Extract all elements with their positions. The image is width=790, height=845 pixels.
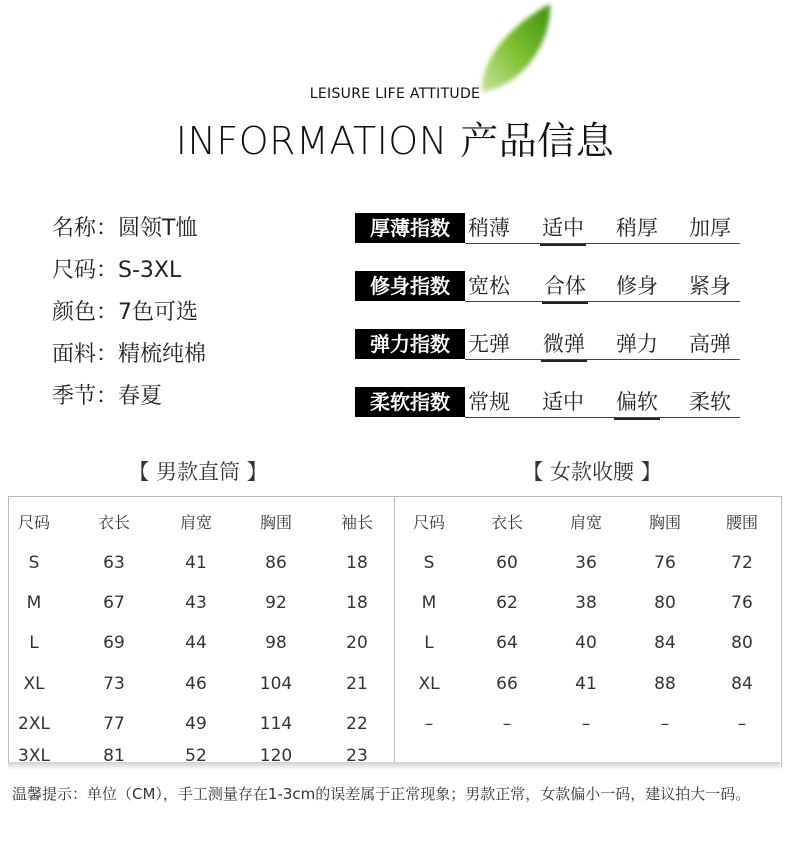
table-cell: S — [423, 553, 435, 573]
table-cell: 60 — [496, 553, 518, 573]
index-option-selected: 微弹 — [543, 329, 585, 359]
table-cell: 86 — [265, 553, 287, 573]
index-option: 高弹 — [689, 332, 731, 356]
table-cell: 84 — [654, 633, 676, 653]
column-header: 腰围 — [725, 513, 758, 532]
column-header: 胸围 — [259, 513, 292, 532]
softness-index — [355, 387, 740, 419]
table-cell: L — [29, 633, 39, 653]
index-option: 修身 — [616, 274, 658, 298]
table-cell: 22 — [346, 714, 368, 734]
table-cell: 120 — [259, 746, 293, 766]
table-cell: M — [421, 593, 437, 613]
table-cell: – — [737, 714, 747, 734]
table-cell: 98 — [265, 633, 287, 653]
table-cell: 80 — [654, 593, 676, 613]
subtitle: LEISURE LIFE ATTITUDE — [309, 86, 481, 102]
column-header: 尺码 — [17, 513, 50, 532]
info-color: 颜色：7色可选 — [52, 300, 198, 325]
table-cell: 18 — [346, 593, 368, 613]
index-option: 稍薄 — [468, 216, 510, 240]
index-option-selected: 合体 — [544, 271, 586, 301]
table-cell: 62 — [496, 593, 518, 613]
table-cell: 23 — [346, 746, 368, 766]
column-header: 胸围 — [648, 513, 681, 532]
table-cell: 38 — [575, 593, 597, 613]
table-cell: – — [502, 714, 512, 734]
index-option-selected: 适中 — [542, 213, 584, 243]
column-header: 肩宽 — [179, 513, 212, 532]
size-note: 温馨提示：单位（CM），手工测量存在1-3cm的误差属于正常现象；男款正常，女款偏小一码，建议拍大一码。 — [12, 785, 751, 803]
women-table-title: 【 女款收腰 】 — [522, 460, 662, 484]
info-size: 尺码：S-3XL — [52, 258, 182, 283]
index-label: 弹力指数 — [355, 329, 465, 359]
column-header: 尺码 — [412, 513, 445, 532]
table-cell: 3XL — [18, 746, 50, 766]
table-cell: 20 — [346, 633, 368, 653]
index-option: 适中 — [542, 390, 584, 414]
index-underline — [465, 243, 740, 244]
table-cell: 73 — [103, 674, 125, 694]
table-cell: 36 — [575, 553, 597, 573]
table-cell: 18 — [346, 553, 368, 573]
men-table-title: 【 男款直筒 】 — [128, 460, 268, 484]
table-cell: – — [660, 714, 670, 734]
table-cell: 80 — [731, 633, 753, 653]
index-option: 宽松 — [468, 274, 510, 298]
table-cell: 69 — [103, 633, 125, 653]
leaf-icon — [470, 0, 560, 100]
index-label: 厚薄指数 — [355, 213, 465, 243]
table-cell: – — [424, 714, 434, 734]
table-cell: S — [28, 553, 40, 573]
table-cell: 104 — [259, 674, 293, 694]
table-cell: 40 — [575, 633, 597, 653]
index-option: 加厚 — [689, 216, 731, 240]
column-header: 衣长 — [97, 513, 130, 532]
table-cell: 43 — [185, 593, 207, 613]
info-season: 季节：春夏 — [52, 384, 163, 409]
table-cell: 64 — [496, 633, 518, 653]
table-cell: 44 — [185, 633, 207, 653]
table-cell: 92 — [265, 593, 287, 613]
page-title: INFORMATION 产品信息 — [175, 119, 615, 163]
fit-index — [355, 271, 740, 303]
table-cell: 46 — [185, 674, 207, 694]
table-cell: 76 — [731, 593, 753, 613]
column-header: 肩宽 — [569, 513, 602, 532]
table-cell: M — [26, 593, 42, 613]
table-cell: 63 — [103, 553, 125, 573]
table-cell: 67 — [103, 593, 125, 613]
table-cell: 66 — [496, 674, 518, 694]
table-cell: 49 — [185, 714, 207, 734]
index-label: 柔软指数 — [355, 387, 465, 417]
column-header: 袖长 — [340, 513, 373, 532]
index-option: 无弹 — [468, 332, 510, 356]
thickness-index — [355, 213, 740, 245]
index-underline — [465, 359, 740, 360]
table-cell: 21 — [346, 674, 368, 694]
table-cell: – — [581, 714, 591, 734]
index-option: 常规 — [468, 390, 510, 414]
index-option: 稍厚 — [616, 216, 658, 240]
table-cell: XL — [418, 674, 440, 694]
index-option: 柔软 — [689, 390, 731, 414]
table-cell: 41 — [185, 553, 207, 573]
table-cell: 81 — [103, 746, 125, 766]
table-cell: 52 — [185, 746, 207, 766]
table-cell: 84 — [731, 674, 753, 694]
table-divider — [394, 496, 395, 766]
info-fabric: 面料：精梳纯棉 — [52, 342, 207, 367]
index-option: 弹力 — [616, 332, 658, 356]
index-underline — [465, 417, 740, 418]
table-cell: L — [424, 633, 434, 653]
table-cell: 88 — [654, 674, 676, 694]
info-name: 名称：圆领T恤 — [52, 216, 198, 241]
index-option: 紧身 — [689, 274, 731, 298]
index-underline — [465, 301, 740, 302]
table-cell: 41 — [575, 674, 597, 694]
index-option-selected: 偏软 — [616, 387, 658, 417]
table-cell: 72 — [731, 553, 753, 573]
elasticity-index — [355, 329, 740, 361]
column-header: 衣长 — [490, 513, 523, 532]
table-cell: 114 — [259, 714, 293, 734]
product-info-list — [52, 210, 206, 420]
table-cell: 76 — [654, 553, 676, 573]
table-cell: 2XL — [18, 714, 50, 734]
table-cell: 77 — [103, 714, 125, 734]
table-cell: XL — [23, 674, 45, 694]
index-label: 修身指数 — [355, 271, 465, 301]
